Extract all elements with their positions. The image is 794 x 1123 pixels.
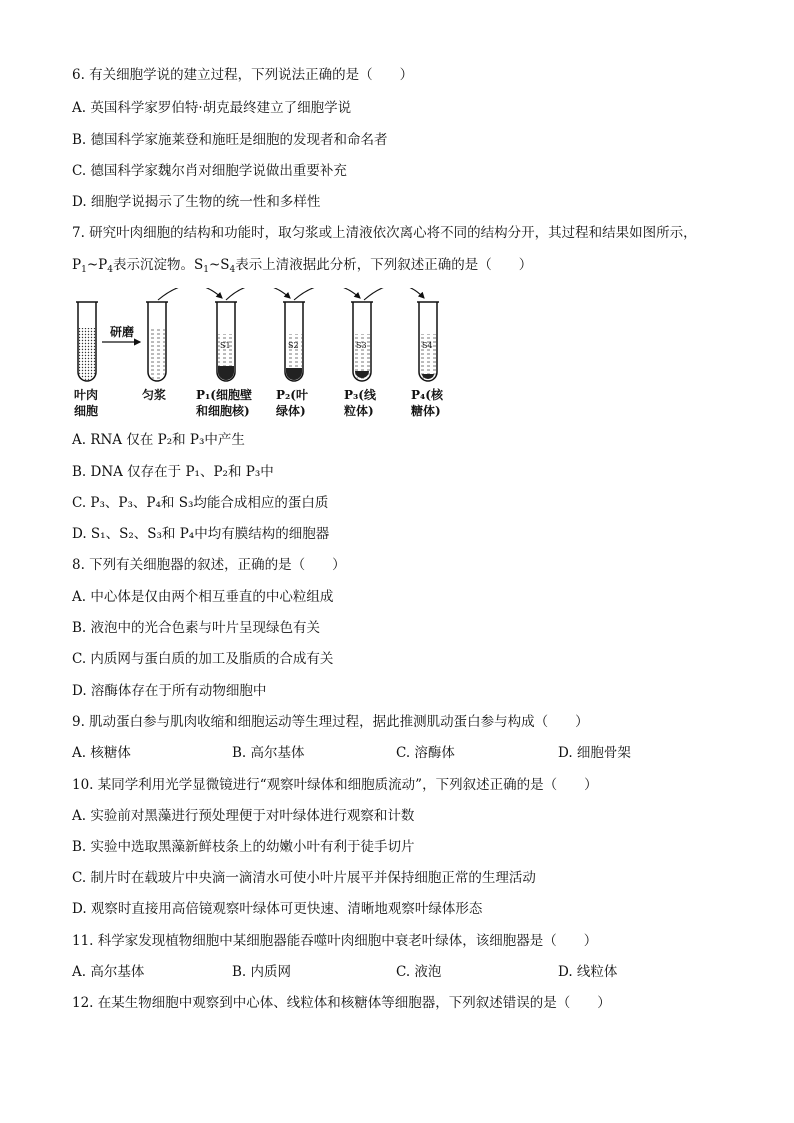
tube-leaf-cells <box>76 302 98 381</box>
q9-option-a: A. 核糖体 <box>72 745 131 761</box>
q7-stem-line1: 7. 研究叶肉细胞的结构和功能时，取匀浆或上清液依次离心将不同的结构分开，其过程和结果如图所示， <box>72 225 697 241</box>
grinding-arrow <box>102 324 140 342</box>
tube-p3 <box>351 302 373 381</box>
q11-option-a: A. 高尔基体 <box>72 964 145 980</box>
label-p2-1: P₂(叶 <box>276 388 308 402</box>
grinding-label: 研磨 <box>110 325 135 339</box>
label-p4-1: P₄(核 <box>411 388 443 402</box>
label-p4-2: 糖体) <box>411 404 441 418</box>
tube-p4 <box>417 302 439 381</box>
q8-option-b: B. 液泡中的光合色素与叶片呈现绿色有关 <box>72 620 321 636</box>
supernatant-s4-label: S4 <box>422 341 433 350</box>
q9-option-b: B. 高尔基体 <box>232 745 305 761</box>
supernatant-s1-label: S1 <box>220 341 231 350</box>
q11-option-d: D. 线粒体 <box>558 964 618 980</box>
q10-option-c: C. 制片时在载玻片中央滴一滴清水可使小叶片展平并保持细胞正常的生理活动 <box>72 870 536 886</box>
label-homogenate: 匀浆 <box>142 388 167 402</box>
q10-stem: 10. 某同学利用光学显微镜进行“观察叶绿体和细胞质流动”，下列叙述正确的是（ ） <box>72 777 598 793</box>
label-p2-2: 绿体) <box>276 404 306 418</box>
q6-option-d: D. 细胞学说揭示了生物的统一性和多样性 <box>72 194 321 210</box>
q8-option-c: C. 内质网与蛋白质的加工及脂质的合成有关 <box>72 651 334 667</box>
q7-option-d: D. S₁、S₂、S₃和 P₄中均有膜结构的细胞器 <box>72 526 330 542</box>
label-p3-2: 粒体) <box>344 404 374 418</box>
q11-option-b: B. 内质网 <box>232 964 292 980</box>
label-leaf-cells-1: 叶肉 <box>74 388 99 402</box>
supernatant-s2-label: S2 <box>288 341 299 350</box>
tube-labels <box>74 387 444 418</box>
q11-stem: 11. 科学家发现植物细胞中某细胞器能吞噬叶肉细胞中衰老叶绿体，该细胞器是（ ） <box>72 933 598 949</box>
label-p1-1: P₁(细胞壁 <box>196 388 252 402</box>
q8-option-d: D. 溶酶体存在于所有动物细胞中 <box>72 683 267 699</box>
q6-option-b: B. 德国科学家施莱登和施旺是细胞的发现者和命名者 <box>72 132 388 148</box>
q9-option-c: C. 溶酶体 <box>396 745 455 761</box>
tube-p2 <box>283 302 305 381</box>
q8-option-a: A. 中心体是仅由两个相互垂直的中心粒组成 <box>72 589 334 605</box>
q8-stem: 8. 下列有关细胞器的叙述，正确的是（ ） <box>72 557 346 573</box>
label-p3-1: P₃(线 <box>344 388 376 402</box>
q6-option-c: C. 德国科学家魏尔肖对细胞学说做出重要补充 <box>72 163 347 179</box>
q12-stem: 12. 在某生物细胞中观察到中心体、线粒体和核糖体等细胞器，下列叙述错误的是（ ） <box>72 995 611 1011</box>
label-p1-2: 和细胞核) <box>196 404 250 418</box>
q7-stem-line2: $P_1\sim P_4$表示沉淀物。$S_1\sim S_4$表示上清液据此分析，下列叙述正确的是（ ） <box>72 257 533 275</box>
tube-homogenate <box>146 302 168 381</box>
centrifugation-figure <box>72 288 472 420</box>
q11-option-c: C. 液泡 <box>396 964 442 980</box>
supernatant-s3-label: S3 <box>356 341 367 350</box>
q10-option-b: B. 实验中选取黑藻新鲜枝条上的幼嫩小叶有利于徒手切片 <box>72 839 415 855</box>
q7-option-c: C. P₃、P₃、P₄和 S₃均能合成相应的蛋白质 <box>72 495 329 511</box>
q6-stem: 6. 有关细胞学说的建立过程，下列说法正确的是（ ） <box>72 67 414 83</box>
q7-option-b: B. DNA 仅存在于 P₁、P₂和 P₃中 <box>72 464 274 480</box>
q10-option-a: A. 实验前对黑藻进行预处理便于对叶绿体进行观察和计数 <box>72 808 415 824</box>
q9-stem: 9. 肌动蛋白参与肌肉收缩和细胞运动等生理过程，据此推测肌动蛋白参与构成（ ） <box>72 714 589 730</box>
q10-option-d: D. 观察时直接用高倍镜观察叶绿体可更快速、清晰地观察叶绿体形态 <box>72 901 483 917</box>
q7-option-a: A. RNA 仅在 P₂和 P₃中产生 <box>72 432 245 448</box>
transfer-arrows <box>158 288 424 300</box>
label-leaf-cells-2: 细胞 <box>74 404 99 418</box>
q6-option-a: A. 英国科学家罗伯特·胡克最终建立了细胞学说 <box>72 100 352 116</box>
q9-option-d: D. 细胞骨架 <box>558 745 631 761</box>
tube-p1 <box>215 302 237 381</box>
